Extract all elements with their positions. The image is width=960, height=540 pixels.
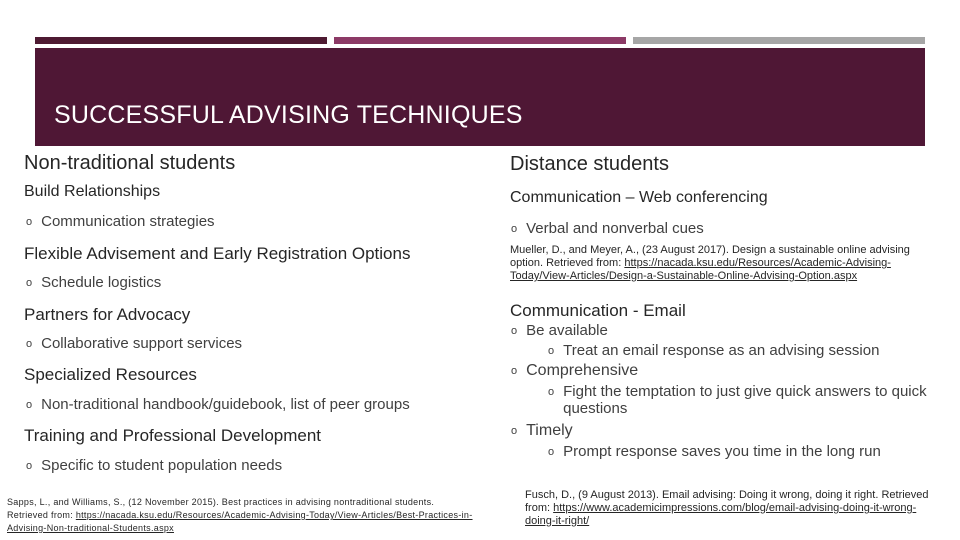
email-subitem: o Prompt response saves you time in the long run [548, 443, 881, 460]
bullet-icon: o [511, 365, 518, 377]
email-subitem: o Fight the temptation to just give quick answers to quick questions [548, 383, 928, 417]
left-item-head: Flexible Advisement and Early Registration Options [24, 244, 411, 263]
web-bullet: o Verbal and nonverbal cues [511, 220, 704, 237]
reference-link[interactable]: https://www.academicimpressions.com/blog/email-advising-doing-it-wrong-doing-it-right/ [525, 502, 917, 527]
left-item-head: Training and Professional Development [24, 426, 322, 445]
left-item-bullet: o Collaborative support services [26, 335, 243, 352]
bullet-icon: o [511, 325, 518, 337]
accent-bar-3 [633, 37, 925, 44]
left-item-head: Specialized Resources [24, 365, 197, 384]
left-reference: Sapps, L., and Williams, S., (12 November 2015). Best practices in advising nontraditional students. Retrieved from: https://nacada.ksu.edu/Resources/Academic-Advising-Today/View-Articles/Best-Practices-in-Advising-Non-traditional-Students.aspx [7, 497, 473, 533]
slide-title: SUCCESSFUL ADVISING TECHNIQUES [54, 101, 523, 129]
accent-bar-2 [334, 37, 626, 44]
bullet-icon: o [26, 216, 33, 228]
left-item-head: Build Relationships [24, 183, 161, 200]
right-heading: Distance students [510, 153, 669, 175]
bullet-icon: o [548, 446, 555, 458]
bullet-icon: o [548, 345, 555, 357]
left-heading: Non-traditional students [24, 152, 236, 174]
left-item-bullet: o Schedule logistics [26, 274, 162, 291]
left-item-bullet: o Specific to student population needs [26, 457, 283, 474]
bullet-icon: o [26, 277, 33, 289]
left-item-bullet: o Communication strategies [26, 213, 215, 230]
email-item: o Timely [511, 422, 573, 439]
email-reference: Fusch, D., (9 August 2013). Email advising: Doing it wrong, doing it right. Retrieved from: https://www.academicimpressions.com/blog/email-advising-doing-it-wrong-doing-it-right/ [525, 489, 929, 527]
left-item-head: Partners for Advocacy [24, 305, 191, 324]
email-subitem: o Treat an email response as an advising session [548, 342, 880, 359]
bullet-icon: o [26, 338, 33, 350]
reference-link[interactable]: https://nacada.ksu.edu/Resources/Academic-Advising-Today/View-Articles/Design-a-Sustainable-Online-Advising-Option.aspx [510, 257, 891, 282]
bullet-icon: o [26, 399, 33, 411]
left-item-bullet: o Non-traditional handbook/guidebook, list of peer groups [26, 396, 410, 413]
bullet-icon: o [511, 425, 518, 437]
title-banner [35, 48, 925, 146]
bullet-icon: o [548, 386, 555, 398]
web-reference: Mueller, D., and Meyer, A., (23 August 2017). Design a sustainable online advising option. Retrieved from: https://nacada.ksu.edu/Resources/Academic-Advising-Today/View-Articles/Design-a-Sustainable-Online-Advising-Option.aspx [510, 244, 910, 282]
bullet-icon: o [511, 223, 518, 235]
accent-bar-1 [35, 37, 327, 44]
email-head: Communication - Email [510, 301, 686, 320]
email-item: o Be available [511, 322, 608, 339]
reference-link[interactable]: https://nacada.ksu.edu/Resources/Academic-Advising-Today/View-Articles/Best-Practices-in-Advising-Non-traditional-Students.aspx [7, 510, 473, 533]
bullet-icon: o [26, 460, 33, 472]
web-conferencing-head: Communication – Web conferencing [510, 189, 768, 206]
email-item: o Comprehensive [511, 362, 639, 379]
